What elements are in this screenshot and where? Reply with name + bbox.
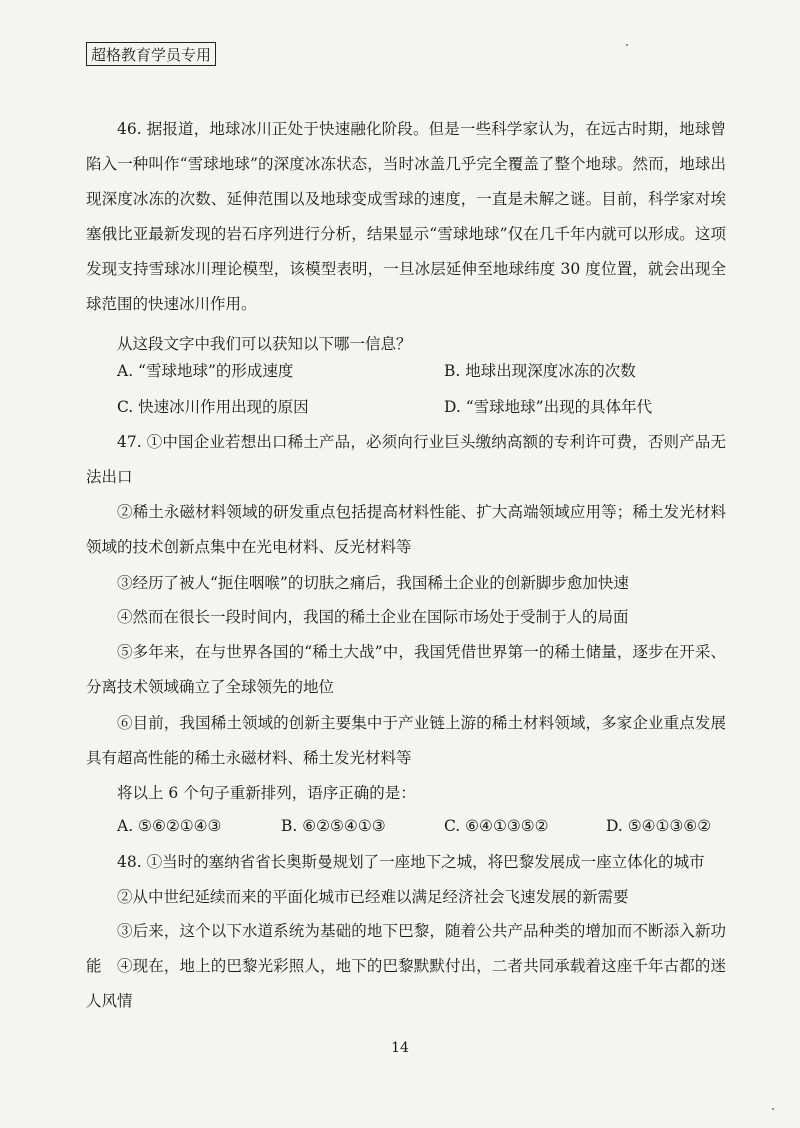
q46-option-d: D. “雪球地球”出现的具体年代 [444,398,653,416]
q46-option-a: A. “雪球地球”的形成速度 [117,362,294,380]
q48-sentence-4: ④现在，地上的巴黎光彩照人，地下的巴黎默默付出，二者共同承载着这座千年古都的迷人风情 [86,957,726,1010]
q47-sentence-2: ②稀土永磁材料领域的研发重点包括提高材料性能、扩大高端领域应用等；稀土发光材料领域的技术创新点集中在光电材料、反光材料等 [86,503,726,556]
scan-speck [626,44,628,46]
q47-option-a: A. ⑤⑥②①④③ [117,817,222,835]
q47-sentence-4: ④然而在很长一段时间内，我国的稀土企业在国际市场处于受制于人的局面 [117,608,629,626]
q47-option-d: D. ⑤④①③⑥② [606,817,712,835]
q48-sentence-1: 48. ①当时的塞纳省省长奥斯曼规划了一座地下之城，将巴黎发展成一座立体化的城市 [117,853,705,871]
q47-sentence-6: ⑥目前，我国稀土领域的创新主要集中于产业链上游的稀土材料领域，多家企业重点发展具有超高性能的稀土永磁材料、稀土发光材料等 [86,714,726,767]
scan-speck [772,1108,774,1110]
q47-option-b: B. ⑥②⑤④①③ [281,817,386,835]
q47-sentence-3: ③经历了被人“扼住咽喉”的切肤之痛后，我国稀土企业的创新脚步愈加快速 [117,574,629,592]
q48-sentence-2: ②从中世纪延续而来的平面化城市已经难以满足经济社会飞速发展的新需要 [117,888,629,906]
q46-option-c: C. 快速冰川作用出现的原因 [117,398,309,416]
q47-sentence-5: ⑤多年来，在与世界各国的“稀土大战”中，我国凭借世界第一的稀土储量，逐步在开采、分离技术领域确立了全球领先的地位 [86,643,726,696]
q47-option-c: C. ⑥④①③⑤② [444,817,549,835]
q46-option-b: B. 地球出现深度冰冻的次数 [444,362,636,380]
q46-stem: 46. 据报道，地球冰川正处于快速融化阶段。但是一些科学家认为，在远古时期，地球曾陷入一种叫作“雪球地球”的深度冰冻状态，当时冰盖几乎完全覆盖了整个地球。然而，地球出现深度冰冻的次数、延伸范围以及地球变成雪球的速度，一直是未解之谜。目前，科学家对埃塞俄比亚最新发现的岩石序列进行分析，结果显示“雪球地球”仅在几千年内就可以形成。这项发现支持雪球冰川理论模型，该模型表明，一旦冰层延伸至地球纬度 30 度位置，就会出现全球范围的快速冰川作用。 [86,120,726,313]
header-badge: 超格教育学员专用 [86,42,216,66]
q47-question: 将以上 6 个句子重新排列，语序正确的是： [117,784,416,802]
q48-sentence-3: ③后来，这个以下水道系统为基础的地下巴黎，随着公共产品种类的增加而不断添入新功能 [86,922,726,975]
page-number: 14 [391,1040,409,1056]
q46-question: 从这段文字中我们可以获知以下哪一信息？ [117,335,412,353]
q47-sentence-1: 47. ①中国企业若想出口稀土产品，必须向行业巨头缴纳高额的专利许可费，否则产品无法出口 [86,433,726,486]
